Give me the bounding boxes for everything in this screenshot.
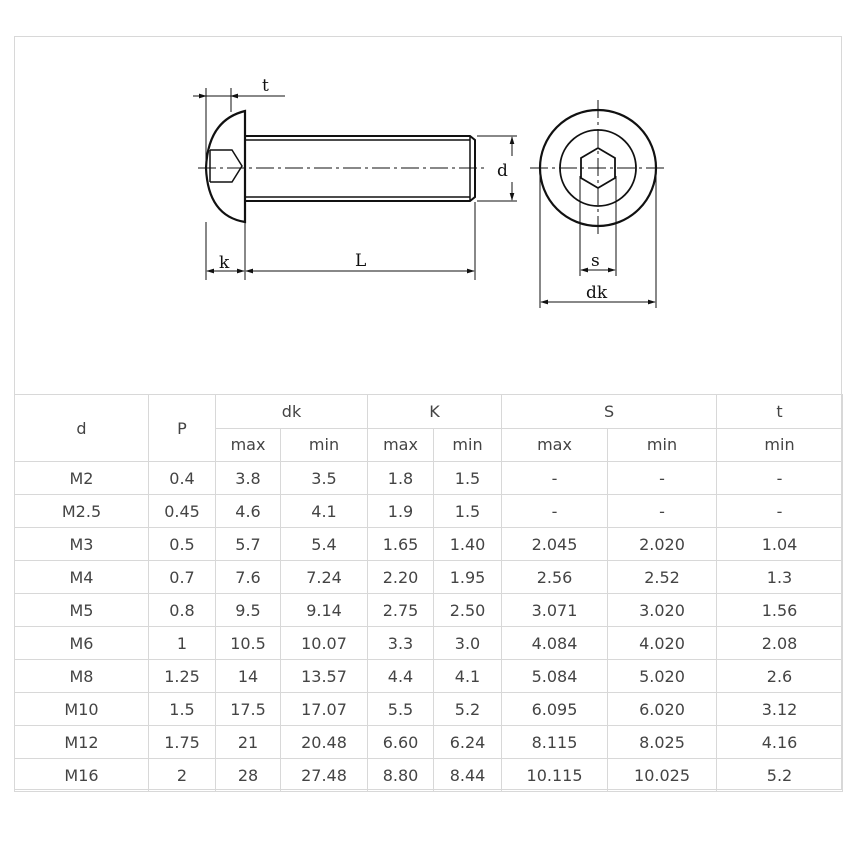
cell-k-min: 1.95 <box>434 561 502 594</box>
cell-dk-max: 21 <box>216 726 281 759</box>
cell-dk-max: 5.7 <box>216 528 281 561</box>
cell-k-min: 1.5 <box>434 495 502 528</box>
cell-s-min: - <box>608 462 717 495</box>
table-row <box>15 561 843 594</box>
cell-t-min: 1.3 <box>717 561 843 594</box>
cell-t-min: 1.56 <box>717 594 843 627</box>
cell-s-min: 5.020 <box>608 660 717 693</box>
cell-k-max: 5.5 <box>368 693 434 726</box>
table-row <box>15 759 843 792</box>
cell-dk-max: 10.5 <box>216 627 281 660</box>
cell-s-max: 4.084 <box>502 627 608 660</box>
cell-s-min: 10.025 <box>608 759 717 792</box>
subheader-k-max: max <box>368 428 434 462</box>
cell-pitch-p: 0.8 <box>149 594 216 627</box>
cell-t-min: - <box>717 495 843 528</box>
cell-dk-min: 3.5 <box>281 462 368 495</box>
cell-s-min: 8.025 <box>608 726 717 759</box>
cell-s-min: 4.020 <box>608 627 717 660</box>
cell-s-max: 6.095 <box>502 693 608 726</box>
cell-dk-min: 5.4 <box>281 528 368 561</box>
header-d: d <box>15 395 149 462</box>
cell-dk-max: 9.5 <box>216 594 281 627</box>
cell-size-d: M8 <box>15 660 149 693</box>
cell-size-d: M3 <box>15 528 149 561</box>
cell-s-min: - <box>608 495 717 528</box>
cell-pitch-p: 0.45 <box>149 495 216 528</box>
cell-k-min: 4.1 <box>434 660 502 693</box>
cell-dk-max: 28 <box>216 759 281 792</box>
table-row <box>15 627 843 660</box>
cell-s-max: 10.115 <box>502 759 608 792</box>
cell-pitch-p: 1.25 <box>149 660 216 693</box>
table-body <box>15 462 843 792</box>
cell-pitch-p: 2 <box>149 759 216 792</box>
cell-pitch-p: 0.4 <box>149 462 216 495</box>
cell-k-max: 4.4 <box>368 660 434 693</box>
table-row <box>15 462 843 495</box>
cell-s-max: 2.045 <box>502 528 608 561</box>
header-t: t <box>717 395 843 429</box>
cell-t-min: - <box>717 462 843 495</box>
cell-dk-min: 10.07 <box>281 627 368 660</box>
cell-k-min: 3.0 <box>434 627 502 660</box>
cell-dk-min: 17.07 <box>281 693 368 726</box>
cell-dk-min: 4.1 <box>281 495 368 528</box>
header-P: P <box>149 395 216 462</box>
cell-k-min: 1.40 <box>434 528 502 561</box>
label-k: k <box>219 253 230 273</box>
cell-s-min: 3.020 <box>608 594 717 627</box>
header-K: K <box>368 395 502 429</box>
cell-dk-max: 7.6 <box>216 561 281 594</box>
cell-size-d: M12 <box>15 726 149 759</box>
label-dk: dk <box>586 283 608 303</box>
cell-dk-max: 3.8 <box>216 462 281 495</box>
cell-dk-min: 27.48 <box>281 759 368 792</box>
cell-size-d: M16 <box>15 759 149 792</box>
cell-size-d: M5 <box>15 594 149 627</box>
cell-s-max: - <box>502 495 608 528</box>
cell-size-d: M4 <box>15 561 149 594</box>
cell-pitch-p: 1.75 <box>149 726 216 759</box>
cell-t-min: 3.12 <box>717 693 843 726</box>
dimension-table <box>14 394 843 792</box>
hex-socket <box>210 150 242 182</box>
cell-k-max: 3.3 <box>368 627 434 660</box>
cell-pitch-p: 1 <box>149 627 216 660</box>
cell-k-min: 6.24 <box>434 726 502 759</box>
cell-dk-min: 20.48 <box>281 726 368 759</box>
cell-dk-max: 14 <box>216 660 281 693</box>
cell-pitch-p: 1.5 <box>149 693 216 726</box>
cell-s-max: 5.084 <box>502 660 608 693</box>
cell-k-min: 2.50 <box>434 594 502 627</box>
subheader-t-min: min <box>717 428 843 462</box>
table-row <box>15 594 843 627</box>
cell-k-min: 1.5 <box>434 462 502 495</box>
header-dk: dk <box>216 395 368 429</box>
cell-t-min: 4.16 <box>717 726 843 759</box>
subheader-s-min: min <box>608 428 717 462</box>
subheader-s-max: max <box>502 428 608 462</box>
cell-k-min: 8.44 <box>434 759 502 792</box>
cell-dk-max: 17.5 <box>216 693 281 726</box>
cell-s-max: 8.115 <box>502 726 608 759</box>
label-t: t <box>262 76 269 96</box>
cell-s-min: 2.020 <box>608 528 717 561</box>
cell-k-max: 2.75 <box>368 594 434 627</box>
cell-dk-min: 9.14 <box>281 594 368 627</box>
front-view <box>530 100 666 308</box>
cell-k-max: 1.65 <box>368 528 434 561</box>
cell-k-max: 6.60 <box>368 726 434 759</box>
subheader-k-min: min <box>434 428 502 462</box>
table-row <box>15 495 843 528</box>
header-S: S <box>502 395 717 429</box>
cell-size-d: M2 <box>15 462 149 495</box>
cell-pitch-p: 0.7 <box>149 561 216 594</box>
cell-s-max: 2.56 <box>502 561 608 594</box>
cell-dk-max: 4.6 <box>216 495 281 528</box>
screw-head-outline <box>206 111 245 222</box>
cell-t-min: 2.08 <box>717 627 843 660</box>
cell-pitch-p: 0.5 <box>149 528 216 561</box>
subheader-dk-min: min <box>281 428 368 462</box>
cell-size-d: M2.5 <box>15 495 149 528</box>
table-row <box>15 660 843 693</box>
cell-t-min: 1.04 <box>717 528 843 561</box>
cell-size-d: M6 <box>15 627 149 660</box>
screw-technical-drawing <box>0 0 850 394</box>
subheader-dk-max: max <box>216 428 281 462</box>
cell-k-max: 1.9 <box>368 495 434 528</box>
table-row <box>15 528 843 561</box>
cell-s-min: 2.52 <box>608 561 717 594</box>
cell-t-min: 5.2 <box>717 759 843 792</box>
cell-size-d: M10 <box>15 693 149 726</box>
cell-k-max: 2.20 <box>368 561 434 594</box>
cell-dk-min: 13.57 <box>281 660 368 693</box>
table-row <box>15 693 843 726</box>
cell-k-min: 5.2 <box>434 693 502 726</box>
cell-t-min: 2.6 <box>717 660 843 693</box>
cell-s-max: - <box>502 462 608 495</box>
label-d: d <box>497 161 508 181</box>
table-row <box>15 726 843 759</box>
cell-dk-min: 7.24 <box>281 561 368 594</box>
label-s: s <box>591 251 600 271</box>
cell-k-max: 1.8 <box>368 462 434 495</box>
cell-s-max: 3.071 <box>502 594 608 627</box>
cell-k-max: 8.80 <box>368 759 434 792</box>
label-L: L <box>355 251 367 271</box>
cell-s-min: 6.020 <box>608 693 717 726</box>
